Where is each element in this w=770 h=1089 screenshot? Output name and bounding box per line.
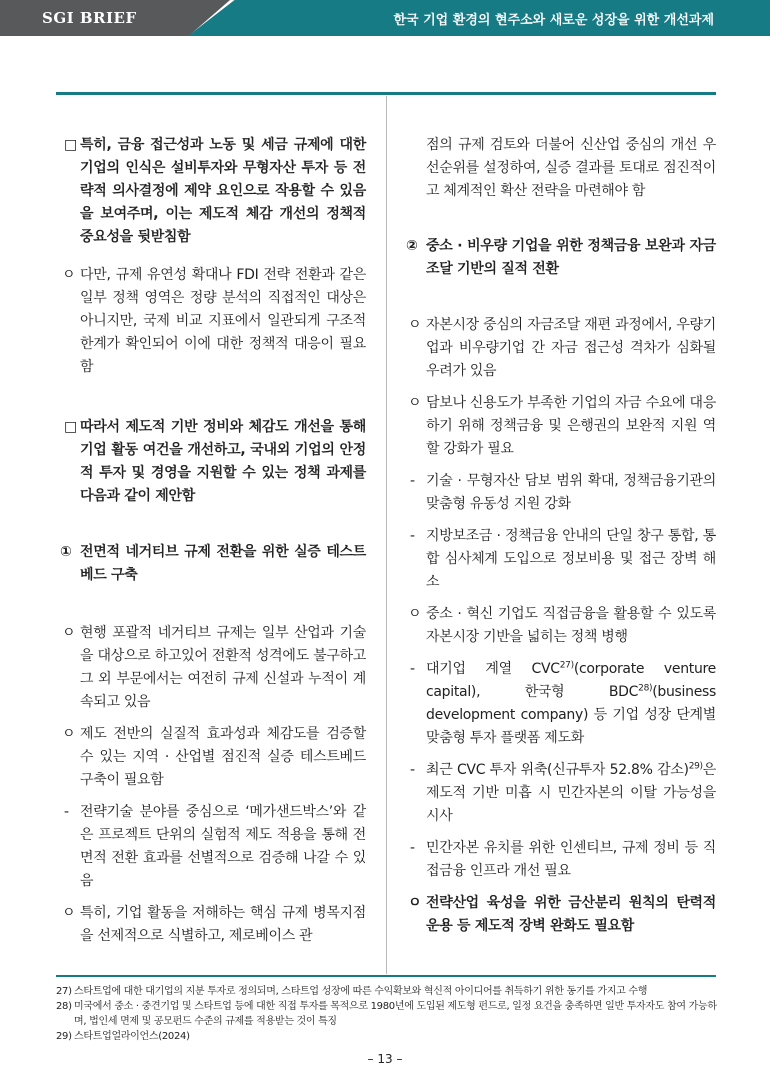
paragraph-dash-3: - 지방보조금 · 정책금융 안내의 단일 창구 통합, 통합 심사체계 도입으로 정보비용 및 접근 장벽 해소: [406, 525, 716, 594]
paragraph-square-1: □ 특히, 금융 접근성과 노동 및 세금 규제에 대한 기업의 인식은 설비투자와 무형자산 투자 등 전략적 의사결정에 제약 요인으로 작용할 수 있음을 보여주며, 이는 제도적 체감 개선의 정책적 중요성을 뒷받침함: [60, 134, 366, 249]
circle-bullet: ㅇ: [62, 726, 76, 742]
square-bullet: □: [64, 137, 77, 153]
paragraph-circle-5: ㅇ 자본시장 중심의 자금조달 재편 과정에서, 우량기업과 비우량기업 간 자금 접근성 격차가 심화될 우려가 있음: [406, 314, 716, 383]
brand-logo-text: SGI BRIEF: [42, 9, 137, 27]
square-bullet: □: [64, 419, 77, 435]
paragraph-circle-6: ㅇ 담보나 신용도가 부족한 기업의 자금 수요에 대응하기 위해 정책금융 및 은행권의 보완적 지원 역할 강화가 필요: [406, 392, 716, 461]
circle-bullet: ㅇ: [62, 625, 76, 641]
section-number: ②: [406, 238, 418, 254]
paragraph-circle-2: ㅇ 현행 포괄적 네거티브 규제는 일부 산업과 기술을 대상으로 하고있어 전환적 성격에도 불구하고 그 외 부문에서는 여전히 규제 신설과 누적이 계속되고 있음: [60, 622, 366, 714]
column-divider: [386, 96, 387, 974]
footnote-27: 27) 스타트업에 대한 대기업의 지분 투자로 정의되며, 스타트업 성장에 따른 수익확보와 혁신적 아이디어를 취득하기 위한 동기를 가지고 수행: [56, 986, 648, 997]
footnote-ref-29: 29): [688, 761, 703, 772]
footnotes: [56, 984, 720, 1044]
section-heading-1: ① 전면적 네거티브 규제 전환을 위한 실증 테스트베드 구축: [60, 541, 366, 587]
dash-bullet: -: [410, 473, 415, 489]
paragraph-dash-1: - 전략기술 분야를 중심으로 ‘메가샌드박스’와 같은 프로젝트 단위의 실험적 제도 적용을 통해 전면적 전환 효과를 선별적으로 검증해 나갈 수 있음: [60, 801, 366, 893]
paragraph-continuation: 점의 규제 검토와 더불어 신산업 중심의 개선 우선순위를 설정하여, 실증 결과를 토대로 점진적이고 체계적인 확산 전략을 마련해야 함: [426, 137, 716, 199]
section-number: ①: [60, 544, 72, 560]
circle-bullet: ㅇ: [408, 606, 422, 622]
circle-bullet: ㅇ: [408, 395, 422, 411]
top-rule: [56, 92, 716, 95]
paragraph-circle-3: ㅇ 제도 전반의 실질적 효과성과 체감도를 검증할 수 있는 지역 · 산업별 점진적 실증 테스트베드 구축이 필요함: [60, 723, 366, 792]
paragraph-circle-1: ㅇ 다만, 규제 유연성 확대나 FDI 전략 전환과 같은 일부 정책 영역은 정량 분석의 직접적인 대상은 아니지만, 국제 비교 지표에서 일관되게 구조적 한계가 확인되어 이에 대한 정책적 대응이 필요함: [60, 264, 366, 379]
paragraph-dash-6: - 민간자본 유치를 위한 인센티브, 규제 정비 등 직접금융 인프라 개선 필요: [406, 837, 716, 883]
paragraph-square-2: □ 따라서 제도적 기반 정비와 체감도 개선을 통해 기업 활동 여건을 개선하고, 국내외 기업의 안정적 투자 및 경영을 지원할 수 있는 정책 과제를 다음과 같이 제안함: [60, 416, 366, 508]
bottom-rule: [56, 975, 716, 977]
dash-bullet: -: [410, 528, 415, 544]
header-title: 한국 기업 환경의 현주소와 새로운 성장을 위한 개선과제: [393, 13, 714, 28]
dash-bullet: -: [410, 840, 415, 856]
paragraph-dash-4: - 대기업 계열 CVC$^{27)}$(corporate venture capital), 한국형 BDC$^{28)}$(business development company) 등 기업 성장 단계별 맞춤형 투자 플랫폼 제도화: [406, 658, 716, 750]
footnote-ref-27: 27): [559, 660, 574, 671]
paragraph-circle-7: ㅇ 중소 · 혁신 기업도 직접금융을 활용할 수 있도록 자본시장 기반을 넓히는 정책 병행: [406, 603, 716, 649]
right-column: [406, 134, 716, 938]
dash-bullet: -: [64, 804, 69, 820]
page-number: – 13 –: [367, 1052, 403, 1066]
circle-bullet: ㅇ: [62, 905, 76, 921]
circle-bullet: ㅇ: [408, 317, 422, 333]
paragraph-dash-5: - 최근 CVC 투자 위축(신규투자 52.8% 감소)$^{29)}$은 제도적 기반 미흡 시 민간자본의 이탈 가능성을 시사: [406, 759, 716, 828]
dash-bullet: -: [410, 661, 415, 677]
page-header: [0, 0, 770, 36]
circle-bullet: ㅇ: [408, 895, 422, 911]
paragraph-dash-2: - 기술 · 무형자산 담보 범위 확대, 정책금융기관의 맞춤형 유동성 지원 강화: [406, 470, 716, 516]
footnote-28: 28) 미국에서 중소 · 중견기업 및 스타트업 등에 대한 직접 투자를 목적으로 1980년에 도입된 제도형 펀드로, 일정 요건을 충족하면 일반 투자자도 참여 가능하며, 법인세 면제 및 공모펀드 수준의 규제를 적용받는 것이 특징: [56, 1001, 717, 1027]
footnote-ref-28: 28): [638, 683, 653, 694]
dash-bullet: -: [410, 762, 415, 778]
paragraph-circle-4: ㅇ 특히, 기업 활동을 저해하는 핵심 규제 병목지점을 선제적으로 식별하고, 제로베이스 관: [60, 902, 366, 948]
circle-bullet: ㅇ: [62, 267, 76, 283]
left-column: [60, 134, 366, 948]
section-heading-2: ② 중소 · 비우량 기업을 위한 정책금융 보완과 자금조달 기반의 질적 전환: [406, 235, 716, 281]
footnote-29: 29) 스타트업얼라이언스(2024): [56, 1031, 190, 1042]
paragraph-circle-8: ㅇ 전략산업 육성을 위한 금산분리 원칙의 탄력적 운용 등 제도적 장벽 완화도 필요함: [406, 892, 716, 938]
